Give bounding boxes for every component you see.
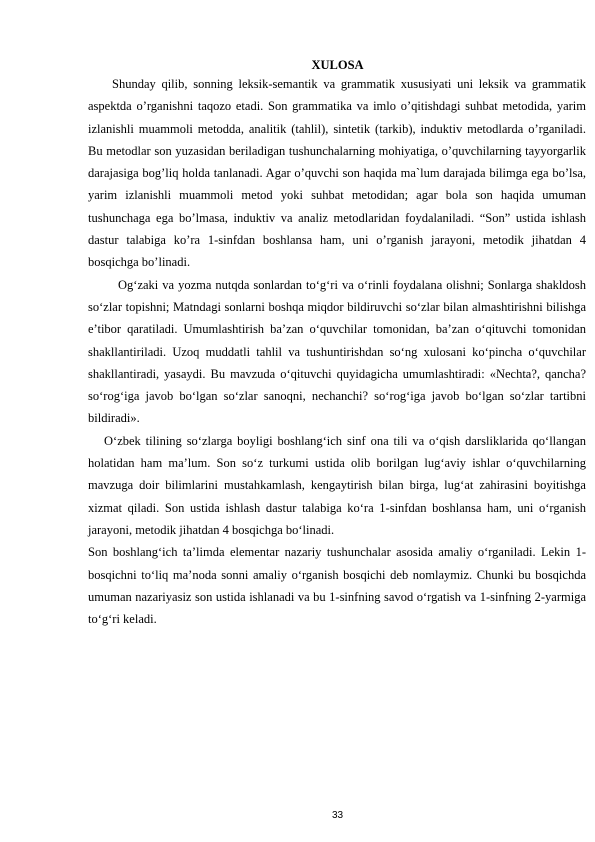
paragraph-1: Shunday qilib, sonning leksik-semantik va grammatik xususiyati uni leksik va grammatik aspektda o’rganishni taqozo etadi. Son grammatika va imlo o’qitishdagi suhbat metodida, yarim izlanishli muammoli metodda, analitik (tahlil), sintetik (tarkib), induktiv metodlarda o’rganiladi. Bu metodlar son yuzasidan beriladigan tushunchalarning mohiyatiga, o’quvchilarning tayyorgarlik darajasiga bog’liq holda tanlanadi. Agar o’quvchi son haqida ma`lum darajada bilimga ega bo’lsa, yarim izlanishli muammoli metod yoki suhbat metodidan; agar bola son haqida umuman tushunchaga ega bo’lmasa, induktiv va analiz metodlaridan foydalaniladi. “Son” ustida ishlash dastur talabiga ko’ra 1-sinfdan boshlansa ham, uni o’rganish jarayoni, metodik jihatdan 4 bosqichga bo’linadi. <box>88 77 586 270</box>
page-title: XULOSA <box>311 58 364 72</box>
paragraph-4: Son boshlang‘ich ta’limda elementar nazariy tushunchalar asosida amaliy o‘rganiladi. Lekin 1-bosqichni to‘liq ma’noda sonni amaliy o‘rganish bosqichi deb nomlaymiz. Chunki bu bosqichda umuman nazariyasiz son ustida ishlanadi va bu 1-sinfning savod o‘rgatish va 1-sinfning 2-yarmiga to‘g‘ri keladi. <box>88 545 586 627</box>
page-number: 33 <box>331 810 344 821</box>
paragraph-2: Og‘zaki va yozma nutqda sonlardan to‘g‘ri va o‘rinli foydalana olishni; Sonlarga shakldosh so‘zlar topishni; Matndagi sonlarni boshqa miqdor bildiruvchi so‘zlar bilan almashtirishni bilishga e’tibor qaratiladi. Umumlashtirish ba’zan o‘quvchilar tomonidan, ba’zan o‘qituvchi tomonidan shakllantiriladi. Uzoq muddatli tahlil va tushuntirishdan so‘ng xulosani ko‘pincha o‘quvchilar shakllantiradi, yasaydi. Bu mavzuda o‘qituvchi quyidagicha umumlashtiradi: «Nechta?, qancha? so‘rog‘iga javob bo‘lgan so‘zlar sanoqni, nechanchi? so‘rog‘iga javob bo‘lgan so‘zlar tartibni bildiradi». <box>88 277 586 426</box>
document-body <box>88 73 586 630</box>
paragraph-3: O‘zbek tilining so‘zlarga boyligi boshlang‘ich sinf ona tili va o‘qish darsliklarida qo‘llangan holatidan ham ma’lum. Son so‘z turkumi ustida olib borilgan lug‘aviy ishlar o‘quvchilarning mavzuga doir bilimlarini mustahkamlash, kengaytirish bilan birga, lug‘at zahirasini boyitishga xizmat qiladi. Son ustida ishlash dastur talabiga ko‘ra 1-sinfdan boshlansa ham, uni o‘rganish jarayoni, metodik jihatdan 4 bosqichga bo‘linadi. <box>88 433 586 537</box>
